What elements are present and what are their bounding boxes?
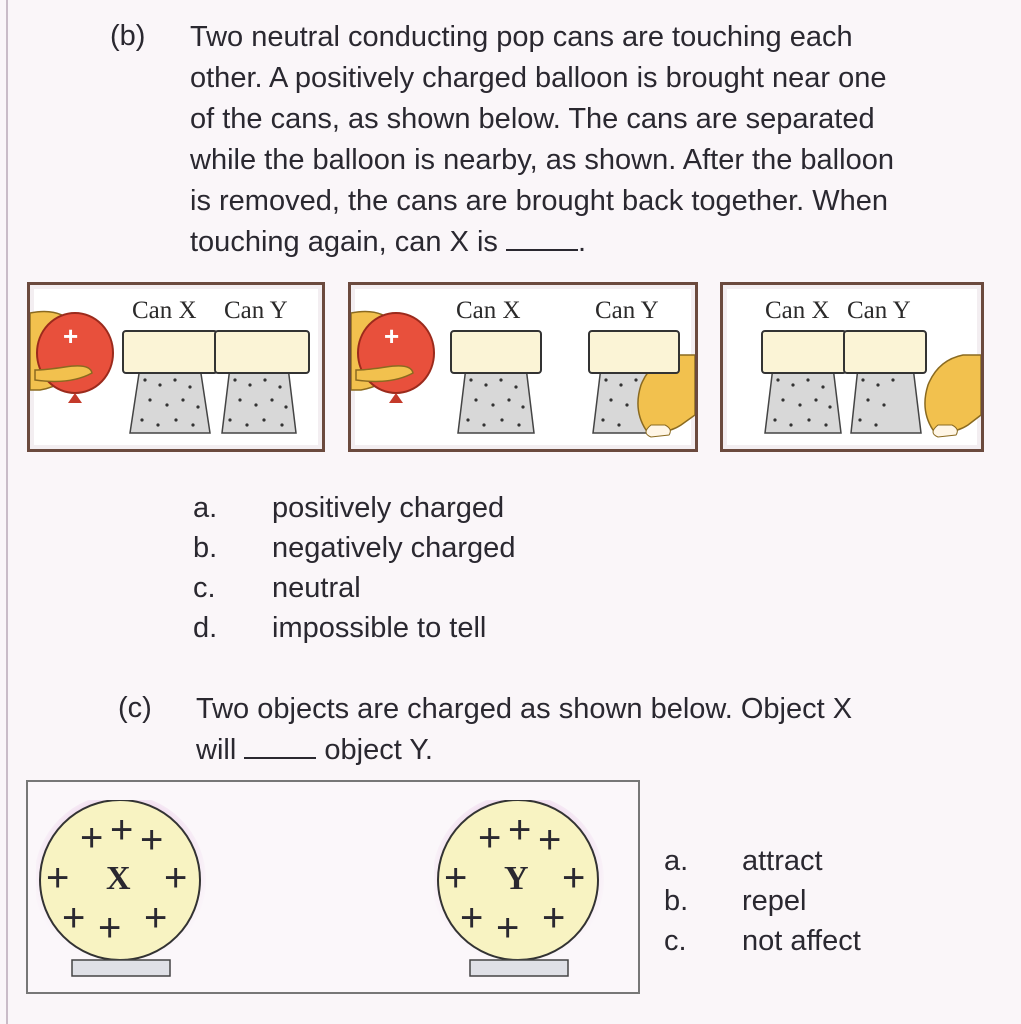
panel-1-can-x-label: Can X — [132, 297, 197, 324]
plus-sign: + — [460, 896, 484, 940]
fingernail-icon — [646, 425, 670, 437]
object-x-letter: X — [106, 860, 131, 897]
panel-1-can-y-label: Can Y — [224, 297, 288, 324]
option-c-c-letter: c. — [664, 925, 687, 957]
fingernail-icon — [933, 425, 957, 437]
plus-sign: + — [98, 906, 122, 950]
option-b-a-text: positively charged — [272, 492, 505, 524]
plus-sign: + — [144, 896, 168, 940]
stand-x — [765, 367, 841, 433]
question-c-label: (c) — [118, 692, 152, 724]
object-y-letter: Y — [504, 860, 529, 897]
option-b-b-text: negatively charged — [272, 532, 516, 564]
object-y-base — [470, 960, 568, 976]
stand-x — [130, 367, 210, 433]
plus-sign: + — [478, 816, 502, 860]
option-c-a-text: attract — [742, 845, 823, 877]
answer-blank — [244, 735, 316, 759]
panel-2 — [348, 282, 698, 452]
plus-sign: + — [542, 896, 566, 940]
option-c-b-text: repel — [742, 885, 807, 917]
question-b-label: (b) — [110, 20, 146, 52]
answer-blank — [506, 227, 578, 251]
question-b-period: . — [578, 226, 587, 258]
option-b-d-text: impossible to tell — [272, 612, 487, 644]
plus-sign: + — [110, 808, 134, 852]
stand-x — [458, 367, 534, 433]
question-b-line-6 — [190, 222, 894, 263]
question-b-line-5: is removed, the cans are brought back together. When — [190, 185, 889, 217]
plus-sign: + — [444, 856, 468, 900]
object-x — [36, 800, 208, 985]
panel-1 — [27, 282, 325, 452]
question-b-line-2: other. A positively charged balloon is brought near one — [190, 62, 887, 94]
option-c-a-letter: a. — [664, 845, 689, 877]
plus-sign: + — [140, 818, 164, 862]
panel-3 — [720, 282, 984, 452]
balloon-knot — [68, 393, 82, 403]
object-x-base — [72, 960, 170, 976]
plus-sign: + — [508, 808, 532, 852]
plus-sign: + — [80, 816, 104, 860]
question-b-line-6-text: touching again, can X is — [190, 226, 498, 258]
panel-2-can-x-label: Can X — [456, 297, 521, 324]
object-y — [434, 800, 606, 985]
can-y — [588, 330, 680, 374]
question-c-line-2 — [196, 730, 852, 771]
plus-sign: + — [62, 896, 86, 940]
balloon-knot — [389, 393, 403, 403]
plus-sign: + — [538, 818, 562, 862]
stand-y — [222, 367, 296, 433]
panel-2-can-y-label: Can Y — [595, 297, 659, 324]
option-b-c-letter: c. — [193, 572, 216, 604]
option-c-c-text: not affect — [742, 925, 861, 957]
can-y — [214, 330, 310, 374]
balloon-plus-sign: + — [63, 321, 79, 351]
question-c-line-2-start: will — [196, 734, 237, 766]
stand-y — [851, 367, 921, 433]
option-c-b-letter: b. — [664, 885, 689, 917]
can-x — [450, 330, 542, 374]
question-b-line-3: of the cans, as shown below. The cans are separated — [190, 103, 875, 135]
can-x — [122, 330, 218, 374]
page-edge — [6, 0, 8, 1024]
option-b-c-text: neutral — [272, 572, 361, 604]
plus-sign: + — [562, 856, 586, 900]
option-b-d-letter: d. — [193, 612, 218, 644]
balloon-plus-sign: + — [384, 321, 400, 351]
question-b-line-4: while the balloon is nearby, as shown. After the balloon — [190, 144, 894, 176]
plus-sign: + — [46, 856, 70, 900]
plus-sign: + — [496, 906, 520, 950]
option-b-a-letter: a. — [193, 492, 218, 524]
question-c-text — [196, 689, 852, 771]
plus-sign: + — [164, 856, 188, 900]
hand-holding-stand-icon — [925, 355, 981, 432]
panel-c — [26, 780, 640, 994]
panel-3-can-y-label: Can Y — [847, 297, 911, 324]
question-b-line-1: Two neutral conducting pop cans are touching each — [190, 21, 853, 53]
can-x — [761, 330, 847, 374]
question-b-text — [190, 17, 894, 263]
panel-3-can-x-label: Can X — [765, 297, 830, 324]
question-c-line-2-end: object Y. — [324, 734, 433, 766]
can-y — [843, 330, 927, 374]
question-c-line-1: Two objects are charged as shown below. Object X — [196, 693, 853, 725]
option-b-b-letter: b. — [193, 532, 218, 564]
